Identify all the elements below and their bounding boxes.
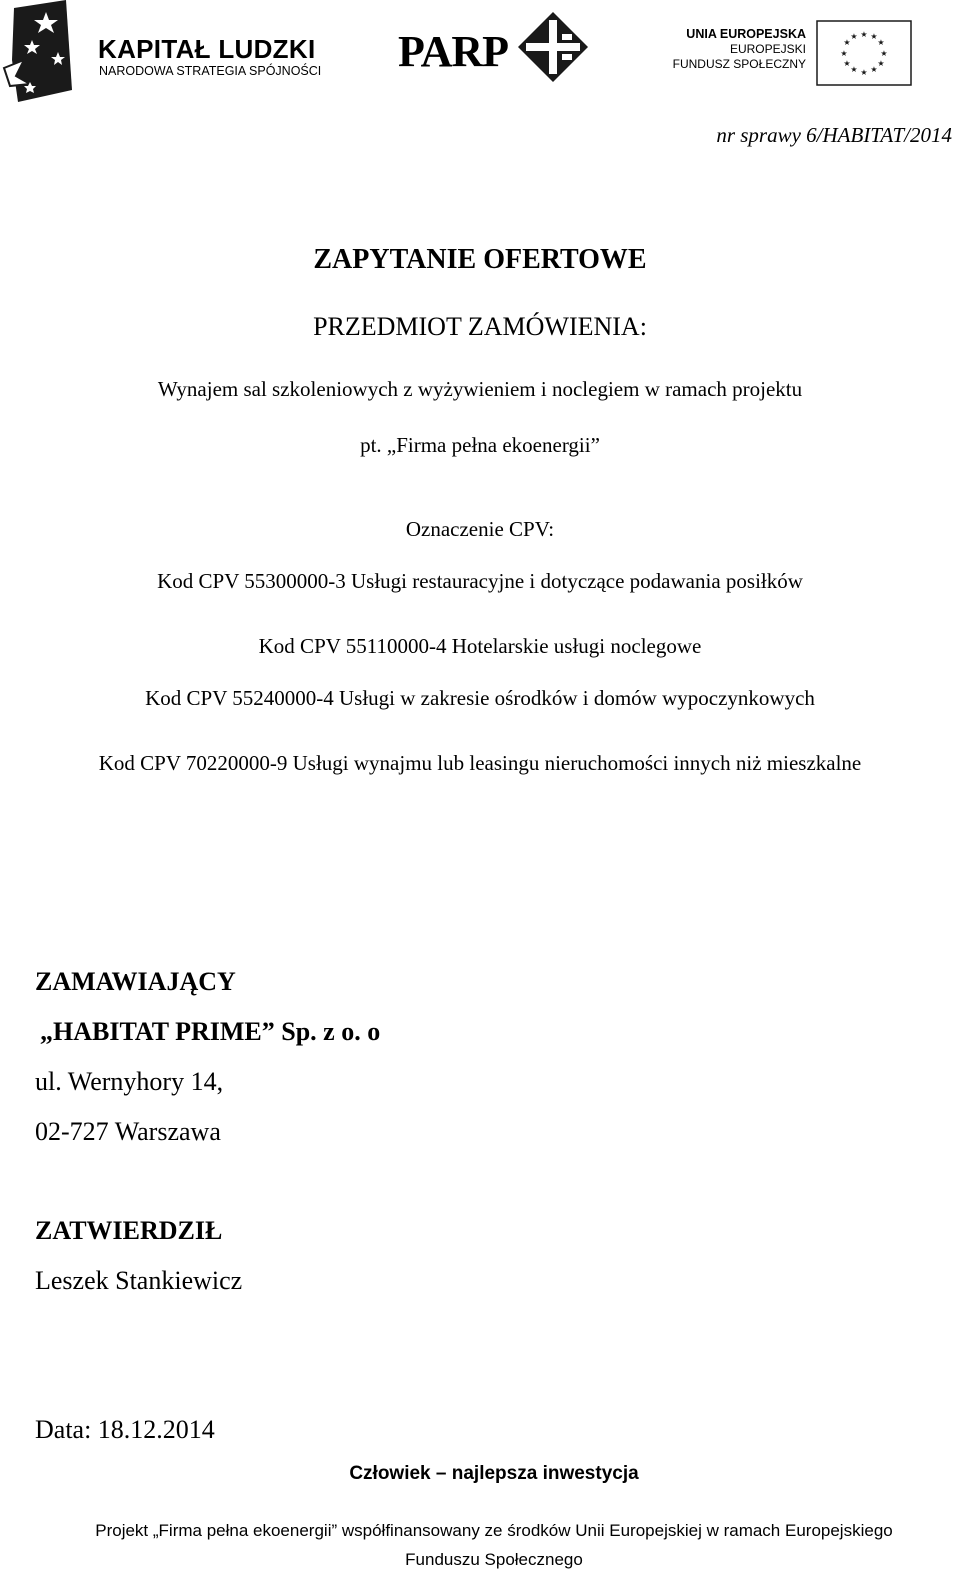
svg-text:★: ★	[843, 38, 851, 47]
case-number: nr sprawy 6/HABITAT/2014	[716, 123, 952, 147]
eu-line-2: EUROPEJSKI	[729, 42, 806, 56]
svg-text:★: ★	[880, 49, 888, 58]
document-title: ZAPYTANIE OFERTOWE	[313, 244, 647, 275]
orderer-city: 02-727 Warszawa	[35, 1117, 221, 1146]
cpv-code: Kod CPV 55300000-3 Usługi restauracyjne i dotyczące podawania posiłków	[157, 569, 803, 593]
parp-logo	[398, 12, 593, 84]
subject-line-1: Wynajem sal szkoleniowych z wyżywieniem i noclegiem w ramach projektu	[157, 377, 803, 401]
svg-text:★: ★	[850, 65, 858, 74]
svg-text:★: ★	[860, 68, 868, 77]
cpv-code: Kod CPV 55110000-4 Hotelarskie usługi noclegowe	[258, 634, 702, 658]
eu-flag-icon	[816, 20, 912, 86]
parp-diamond-icon	[518, 12, 588, 82]
document-date: Data: 18.12.2014	[35, 1415, 215, 1444]
cpv-code: Kod CPV 55240000-4 Usługi w zakresie ośrodków i domów wypoczynkowych	[145, 686, 815, 710]
svg-text:★: ★	[860, 30, 868, 39]
subject-heading: PRZEDMIOT ZAMÓWIENIA:	[313, 312, 647, 341]
eu-line-1: UNIA EUROPEJSKA	[686, 27, 806, 41]
orderer-name: „HABITAT PRIME” Sp. z o. o	[40, 1017, 381, 1046]
approver-name: Leszek Stankiewicz	[35, 1266, 243, 1295]
orderer-street: ul. Wernyhory 14,	[35, 1067, 224, 1096]
kapital-ludzki-emblem	[2, 0, 82, 104]
svg-text:★: ★	[843, 59, 851, 68]
eu-line-3: FUNDUSZ SPOŁECZNY	[672, 57, 806, 71]
footer-project-line-2: Funduszu Społecznego	[405, 1550, 583, 1569]
orderer-heading: ZAMAWIAJĄCY	[35, 967, 236, 996]
kapital-ludzki-title: KAPITAŁ LUDZKI	[98, 34, 316, 64]
kapital-ludzki-logo	[2, 0, 332, 106]
svg-text:★: ★	[850, 32, 858, 41]
cpv-heading: Oznaczenie CPV:	[405, 517, 555, 541]
footer-slogan: Człowiek – najlepsza inwestycja	[349, 1463, 639, 1484]
subject-line-2: pt. „Firma pełna ekoenergii”	[360, 433, 600, 457]
svg-text:★: ★	[840, 49, 848, 58]
parp-wordmark: PARP	[398, 27, 509, 76]
kapital-ludzki-subtitle: NARODOWA STRATEGIA SPÓJNOŚCI	[99, 64, 322, 78]
svg-text:★: ★	[870, 65, 878, 74]
footer-project-note	[0, 1516, 960, 1574]
svg-text:★: ★	[877, 59, 885, 68]
footer-project-line-1: Projekt „Firma pełna ekoenergii” współfinansowany ze środków Unii Europejskiej w ramach Europejskiego	[95, 1521, 893, 1540]
approved-heading: ZATWIERDZIŁ	[35, 1216, 223, 1245]
eu-logo	[672, 18, 914, 88]
svg-text:★: ★	[877, 38, 885, 47]
svg-text:★: ★	[870, 32, 878, 41]
cpv-code: Kod CPV 70220000-9 Usługi wynajmu lub leasingu nieruchomości innych niż mieszkalne	[98, 751, 862, 775]
